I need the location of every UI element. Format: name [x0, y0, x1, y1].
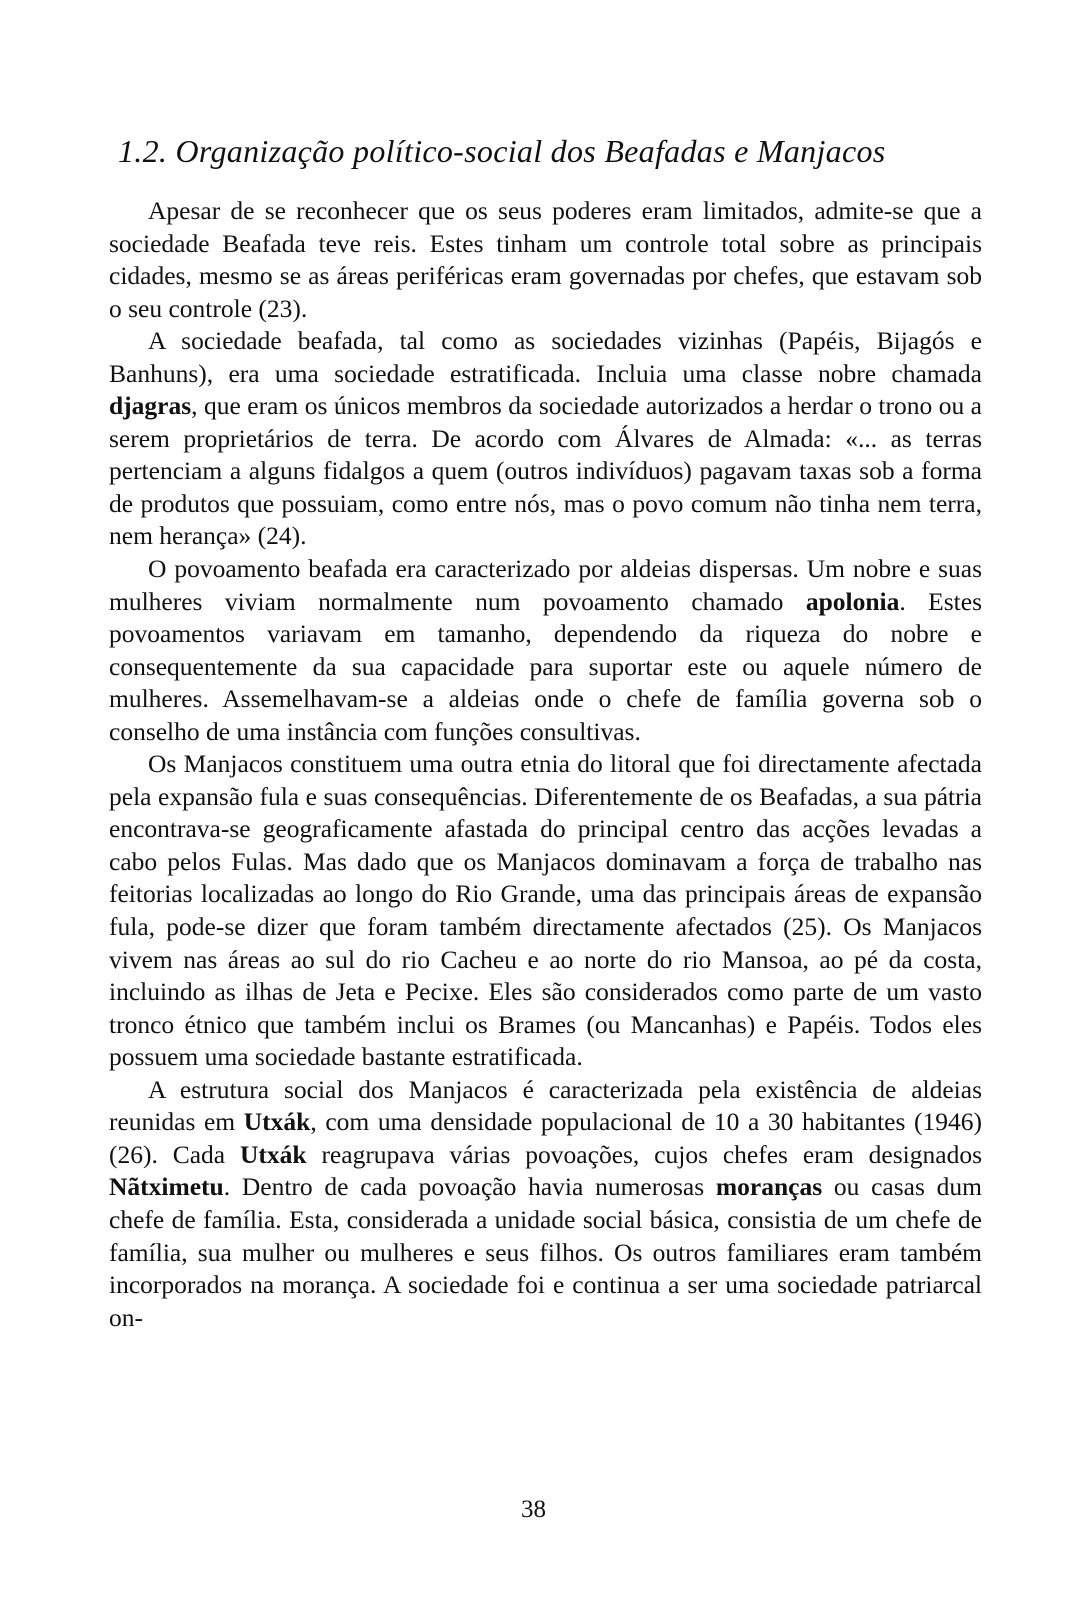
paragraph-manjacos [109, 748, 982, 1073]
text-run: reagrupava várias povoações, cujos chefes eram designados [306, 1139, 982, 1169]
body-text [109, 195, 982, 1334]
text-run: A sociedade beafada, tal como as sociedades vizinhas (Papéis, Bijagós e Banhuns), era uma sociedade estratificada. Incluia uma classe nobre chamada [109, 326, 982, 388]
page-number: 38 [521, 1496, 546, 1523]
term-morancas: moranças [715, 1172, 823, 1202]
text-run: , que eram os únicos membros da sociedade autorizados a herdar o trono ou a serem proprietários de terra. De acordo com Álvares de Almada: «... as terras pertenciam a alguns fidalgos a quem (outros indivíduos) pagavam taxas sob a forma de produtos que possuiam, como entre nós, mas o povo comum não tinha nem terra, nem herança» (24). [109, 391, 982, 551]
term-apolonia: apolonia [805, 586, 900, 616]
text-run: ou casas dum chefe de família. Esta, considerada a unidade social básica, consistia de um chefe de família, sua mulher ou mulheres e seus filhos. Os outros familiares eram também incorporados na morança. A sociedade foi e continua a ser uma sociedade patriarcal on- [109, 1172, 982, 1332]
term-utxak: Utxák [243, 1107, 311, 1137]
text-run: . Dentro de cada povoação havia numerosas [223, 1172, 716, 1202]
section-heading: 1.2. Organização político-social dos Beafadas e Manjacos [118, 133, 886, 169]
term-djagras: djagras [109, 391, 192, 421]
text-run: , com uma densidade populacional de 10 a 30 habitantes (1946) (26). Cada [109, 1107, 982, 1169]
paragraph-kings [109, 195, 982, 325]
text-run: A estrutura social dos Manjacos é caracterizada pela existência de aldeias reunidas em [109, 1074, 982, 1137]
term-utxak: Utxák [239, 1139, 307, 1169]
text-run: Os Manjacos constituem uma outra etnia do litoral que foi directamente afectada pela expansão fula e suas consequências. Diferentemente de os Beafadas, a sua pátria encontrava-se geograficamente afastada do principal centro das acções levadas a cabo pelos Fulas. Mas dado que os Manjacos dominavam a força de trabalho nas feitorias localizadas ao longo do Rio Grande, uma das principais áreas de expansão fula, pode-se dizer que foram também directamente afectados (25). Os Manjacos vivem nas áreas ao sul do rio Cacheu e ao norte do rio Mansoa, ao pé da costa, incluindo as ilhas de Jeta e Pecixe. Eles são considerados como parte de um vasto tronco étnico que também inclui os Brames (ou Mancanhas) e Papéis. Todos eles possuem uma sociedade bastante estratificada. [109, 749, 982, 1072]
text-run: Apesar de se reconhecer que os seus poderes eram limitados, admite-se que a sociedade Beafada teve reis. Estes tinham um controle total sobre as principais cidades, mesmo se as áreas periféricas eram governadas por chefes, que estavam sob o seu controle (23). [109, 196, 982, 323]
paragraph-stratification [109, 325, 982, 553]
paragraph-settlement [109, 553, 982, 748]
text-run: . Estes povoamentos variavam em tamanho, dependendo da riqueza do nobre e consequentemente da sua capacidade para suportar este ou aquele número de mulheres. Assemelhavam-se a aldeias onde o chefe de família governa sob o conselho de uma instância com funções consultivas. [109, 586, 983, 746]
term-natximetu: Nãtximetu [109, 1172, 224, 1202]
text-run: O povoamento beafada era caracterizado por aldeias dispersas. Um nobre e suas mulheres viviam normalmente num povoamento chamado [109, 554, 982, 616]
paragraph-social-structure [109, 1074, 982, 1334]
